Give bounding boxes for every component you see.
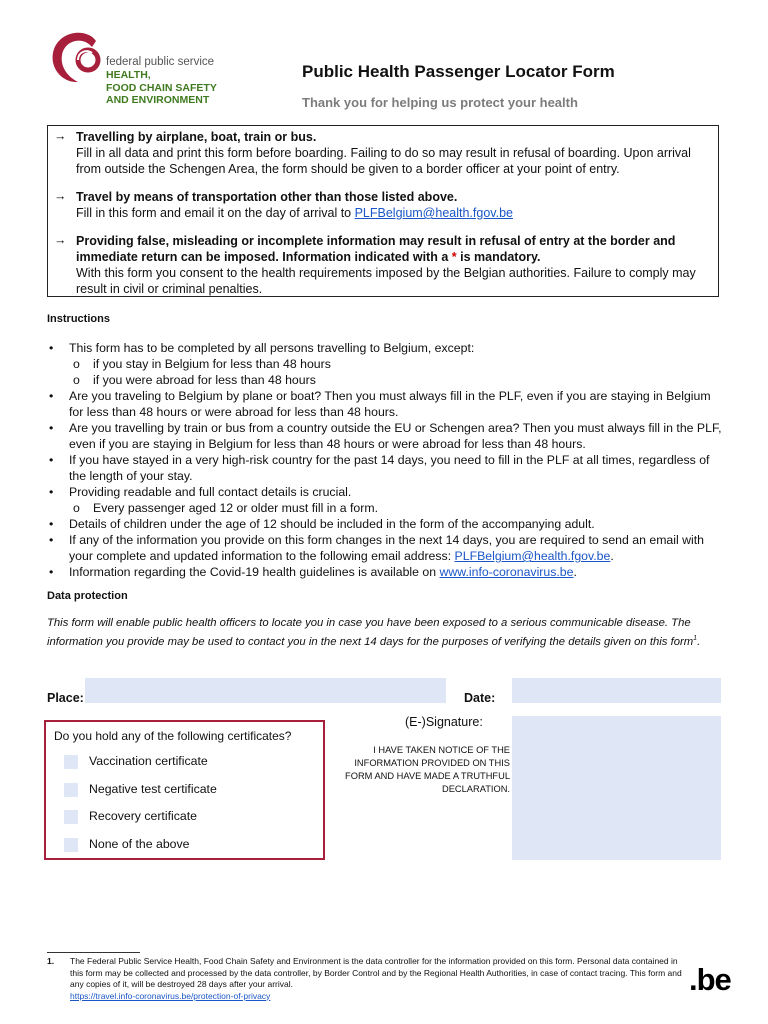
privacy-link[interactable]: https://travel.info-coronavirus.be/protection-of-privacy (70, 990, 271, 1001)
sub-bullet-icon: o (73, 373, 80, 387)
data-protection-heading: Data protection (47, 590, 128, 602)
page-title: Public Health Passenger Locator Form (302, 62, 615, 81)
notice-p3-heading: Providing false, misleading or incomplete information may result in refusal of entry at the border and immediate return can be imposed. Information indicated with a (76, 234, 676, 264)
date-input[interactable] (512, 678, 721, 703)
notice-paragraph-3 (76, 233, 712, 297)
arrow-right-icon: → (54, 129, 67, 143)
signature-input[interactable] (512, 716, 721, 860)
recovery-label: Recovery certificate (89, 809, 197, 823)
bullet-icon: • (49, 341, 54, 355)
arrow-right-icon: → (54, 233, 67, 247)
notice-p3-heading-end: is mandatory. (456, 250, 541, 264)
list-item: • Are you traveling to Belgium by plane or boat? Then you must always fill in the PLF, even if you are staying in Belgium for less than 48 hours or were abroad for less than 48 hours. (49, 389, 711, 419)
fps-logo-icon (48, 27, 108, 87)
certificates-question: Do you hold any of the following certificates? (54, 729, 292, 743)
notice-p1-text: Fill in all data and print this form before boarding. Failing to do so may result in refusal of boarding. Upon arrival from outside the Schengen Area, the form should be given to a border officer at your point of entry. (76, 146, 691, 176)
mandatory-star: * (451, 250, 457, 264)
list-item: o if you were abroad for less than 48 hours (73, 373, 316, 387)
data-protection-text: This form will enable public health officers to locate you in case you have been exposed to a serious communicable disease. The information you provide may be used to contact you in the next 14 days for the purposes of verifying the details given on this form$^1$. (47, 617, 701, 648)
email-link[interactable]: PLFBelgium@health.fgov.be (454, 549, 611, 563)
declaration-notice: I HAVE TAKEN NOTICE OF THE INFORMATION PROVIDED ON THIS FORM AND HAVE MADE A TRUTHFUL DECLARATION. (345, 745, 510, 794)
footnote-number: 1. (47, 956, 55, 966)
org-line-3: FOOD CHAIN SAFETY (106, 81, 217, 94)
list-item: • If any of the information you provide on this form changes in the next 14 days, you are required to send an email with your complete and updated information to the following email address: PLFBelgium@health.fgov.be. (49, 533, 705, 563)
page-subtitle: Thank you for helping us protect your health (302, 95, 578, 110)
footnote-text: The Federal Public Service Health, Food Chain Safety and Environment is the data controller for the information provided on this form. Personal data contained in this form may be collected and processed by the data controller, by Border Control and by the Regional Health Authorities, in case of contact tracing. This form and any copies of it, will be destroyed 28 days after your arrival. https://travel.info-coronavirus.be/protection-of-privacy (70, 956, 682, 1001)
list-item: • Details of children under the age of 12 should be included in the form of the accompanying adult. (49, 517, 595, 531)
bullet-icon: • (49, 485, 54, 499)
notice-p2-text: Fill in this form and email it on the day of arrival to (76, 206, 355, 220)
certificates-box (44, 720, 325, 860)
bullet-icon: • (49, 533, 54, 547)
org-line-2: HEALTH, (106, 69, 151, 81)
list-item: o if you stay in Belgium for less than 48 hours (73, 357, 331, 371)
notice-paragraph-1 (76, 129, 712, 177)
footnote-ref: 1 (693, 635, 698, 642)
list-item: • If you have stayed in a very high-risk country for the past 14 days, you need to fill in the PLF at all times, regardless of the length of your stay. (49, 453, 710, 483)
org-line-4: AND ENVIRONMENT (106, 94, 210, 106)
sub-bullet-icon: o (73, 501, 80, 515)
negative-test-label: Negative test certificate (89, 782, 217, 796)
bullet-icon: • (49, 565, 54, 579)
notice-p2-heading: Travel by means of transportation other than those listed above. (76, 190, 458, 204)
org-name (106, 56, 217, 107)
email-link[interactable]: PLFBelgium@health.fgov.be (354, 206, 513, 220)
notice-p3-text: With this form you consent to the health requirements imposed by the Belgian authorities. Failure to comply may result in civil or criminal penalties. (76, 266, 696, 296)
date-label: Date: (464, 691, 496, 705)
bullet-icon: • (49, 453, 54, 467)
vaccination-label: Vaccination certificate (89, 754, 208, 768)
website-link[interactable]: www.info-coronavirus.be (439, 565, 574, 579)
list-item: • Information regarding the Covid-19 health guidelines is available on www.info-coronavirus.be. (49, 565, 577, 579)
place-input[interactable] (85, 678, 446, 703)
signature-label: (E-)Signature: (405, 715, 483, 729)
none-label: None of the above (89, 837, 190, 851)
none-checkbox[interactable] (64, 838, 78, 852)
list-item: o Every passenger aged 12 or older must fill in a form. (73, 501, 379, 515)
list-item: • Providing readable and full contact details is crucial. (49, 485, 352, 499)
org-line-1: federal public service (106, 56, 215, 68)
vaccination-checkbox[interactable] (64, 755, 78, 769)
sub-bullet-icon: o (73, 357, 80, 371)
bullet-icon: • (49, 389, 54, 403)
notice-p1-heading: Travelling by airplane, boat, train or bus. (76, 130, 317, 144)
notice-box (47, 125, 719, 297)
recovery-checkbox[interactable] (64, 810, 78, 824)
instructions-heading: Instructions (47, 313, 110, 325)
notice-paragraph-2 (76, 189, 712, 221)
negative-test-checkbox[interactable] (64, 783, 78, 797)
list-item: • This form has to be completed by all persons travelling to Belgium, except: (49, 341, 475, 355)
bullet-icon: • (49, 421, 54, 435)
instructions-list (47, 340, 723, 580)
list-item: • Are you travelling by train or bus from a country outside the EU or Schengen area? Then you must always fill in the PLF, even if you are staying in Belgium for less than 48 hours or were abroad for less than 48 hours. (49, 421, 722, 451)
place-label: Place: (47, 691, 84, 705)
bullet-icon: • (49, 517, 54, 531)
footnote-divider (47, 952, 140, 953)
arrow-right-icon: → (54, 189, 67, 203)
be-logo: .be (689, 962, 731, 997)
